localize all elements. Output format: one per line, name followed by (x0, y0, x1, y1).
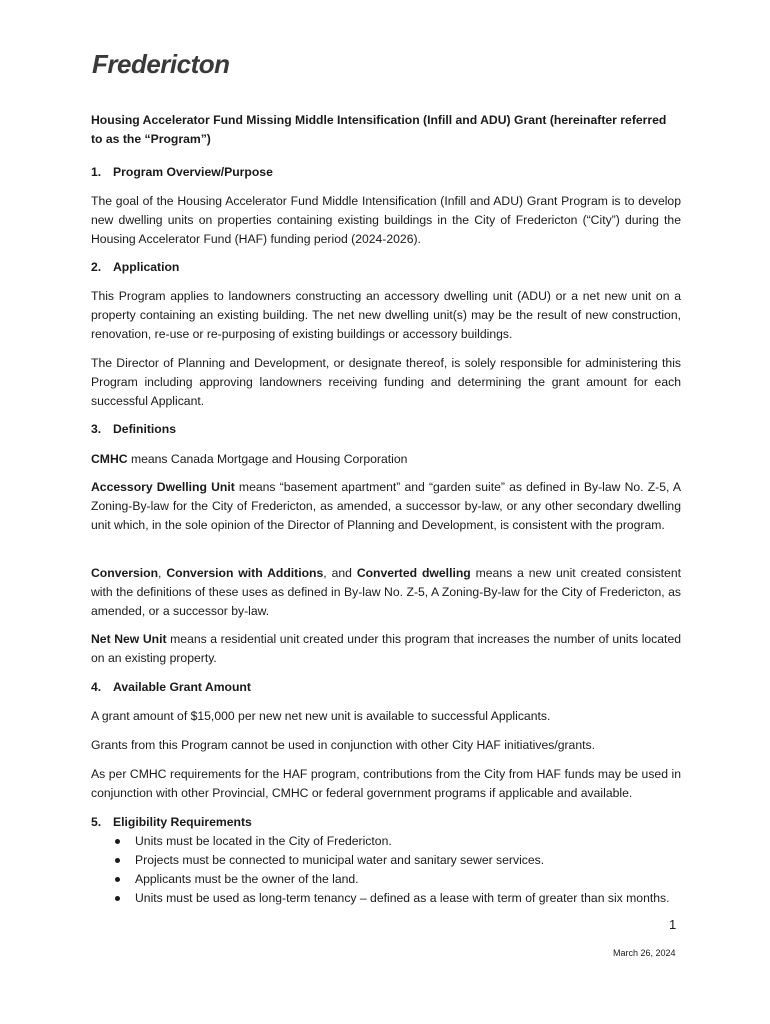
footer-date: March 26, 2024 (613, 948, 676, 958)
fredericton-logo: Fredericton (92, 49, 230, 79)
section-2-paragraph-2: The Director of Planning and Development, or designate thereof, is solely responsible for administering this Program including approving landowners receiving funding and determining the grant amount for each successful Applicant. (91, 356, 681, 408)
section-2-paragraph-1: This Program applies to landowners constructing an accessory dwelling unit (ADU) or a net new unit on a property containing an existing building. The net new dwelling unit(s) may be the result of new construction, renovation, re-use or re-purposing of existing buildings or accessory buildings. (91, 289, 681, 341)
section-1-paragraph: The goal of the Housing Accelerator Fund Middle Intensification (Infill and ADU) Grant Program is to develop new dwelling units on properties containing existing buildings in the City of Fredericton (“City”) during the Housing Accelerator Fund (HAF) funding period (2024-2026). (91, 194, 681, 246)
document-title: Housing Accelerator Fund Missing Middle Intensification (Infill and ADU) Grant (hereinafter referred to as the “Program”) (91, 113, 667, 146)
bullet-icon (115, 858, 120, 863)
section-1-heading: 1. Program Overview/Purpose (91, 165, 273, 179)
definition-conversion: Conversion, Conversion with Additions, and Converted dwelling means a new unit created consistent with the definitions of these uses as defined in By-law No. Z-5, A Zoning-By-law for the City of Fredericton, as amended, or a successor by-law. (91, 566, 681, 618)
list-item: Units must be used as long-term tenancy – defined as a lease with term of greater than six months. (91, 889, 681, 908)
bullet-icon (115, 877, 120, 882)
list-item: Units must be located in the City of Fredericton. (91, 832, 681, 851)
section-4-heading: 4. Available Grant Amount (91, 680, 251, 694)
section-4-paragraph-3: As per CMHC requirements for the HAF program, contributions from the City from HAF funds may be used in conjunction with other Provincial, CMHC or federal government programs if applicable and available. (91, 767, 681, 800)
definition-cmhc: CMHC means Canada Mortgage and Housing Corporation (91, 452, 408, 466)
section-4-paragraph-2: Grants from this Program cannot be used in conjunction with other City HAF initiatives/grants. (91, 738, 595, 752)
section-5-heading: 5. Eligibility Requirements (91, 815, 252, 829)
section-3-heading: 3. Definitions (91, 422, 176, 436)
definition-accessory-dwelling-unit: Accessory Dwelling Unit means “basement apartment” and “garden suite” as defined in By-law No. Z-5, A Zoning-By-law for the City of Fredericton, as amended, a successor by-law, or any other secondary dwelling unit which, in the sole opinion of the Director of Planning and Development, is consistent with the program. (91, 480, 681, 532)
list-item: Projects must be connected to municipal water and sanitary sewer services. (91, 851, 681, 870)
list-item: Applicants must be the owner of the land. (91, 870, 681, 889)
section-2-heading: 2. Application (91, 260, 180, 274)
eligibility-list (91, 832, 681, 908)
bullet-icon (115, 896, 120, 901)
section-4-paragraph-1: A grant amount of $15,000 per new net new unit is available to successful Applicants. (91, 709, 551, 723)
bullet-icon (115, 839, 120, 844)
definition-net-new-unit: Net New Unit means a residential unit created under this program that increases the number of units located on an existing property. (91, 632, 681, 665)
page-number: 1 (669, 917, 677, 932)
